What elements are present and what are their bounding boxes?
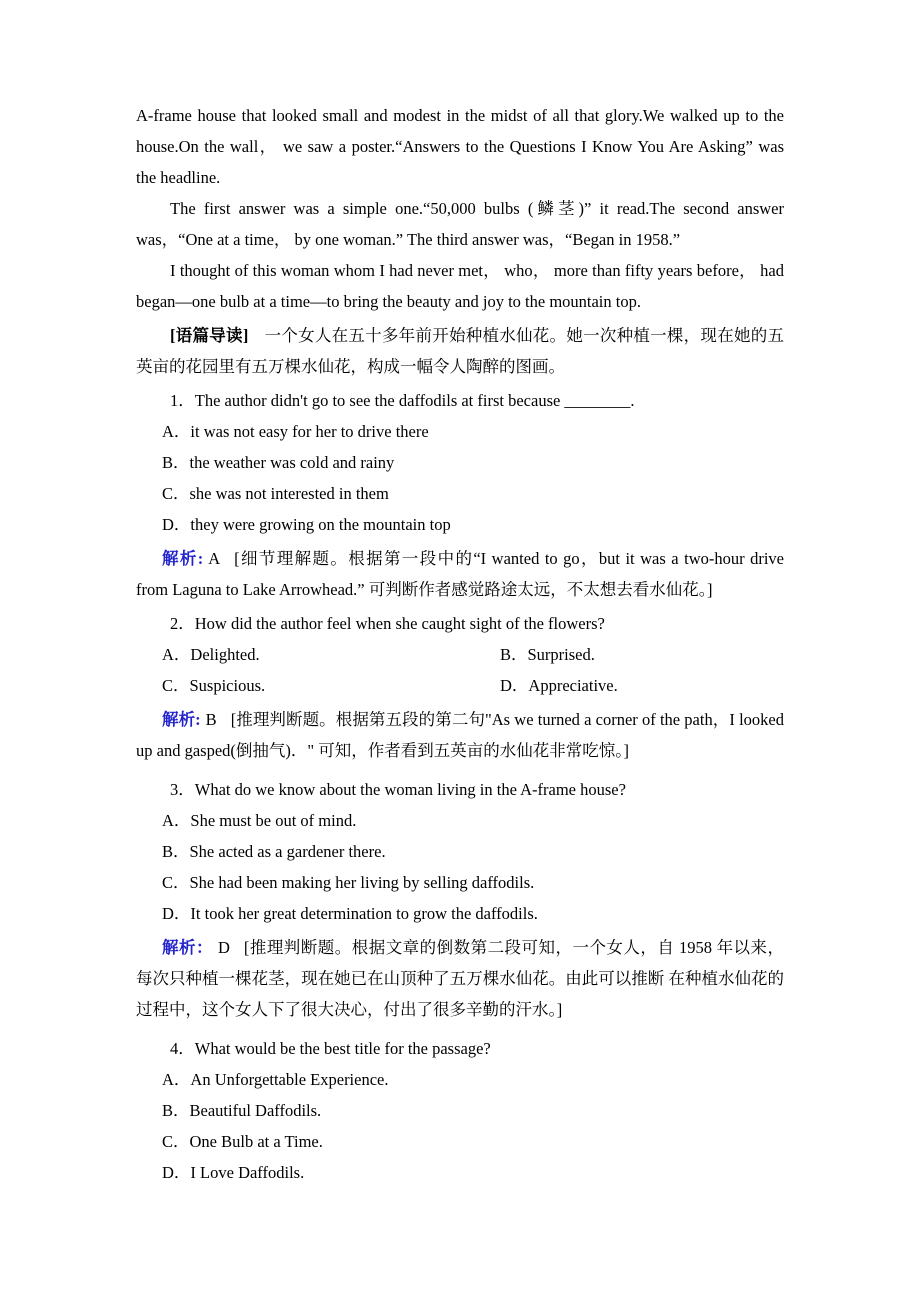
question-2-option-c: C．Suspicious. [162,676,266,695]
question-2-stem: 2．How did the author feel when she caught sight of the flowers? [170,614,605,633]
question-1-option-a: A．it was not easy for her to drive there [162,422,429,441]
question-2-option-d: D．Appreciative. [500,676,618,695]
question-3-option-b: B．She acted as a gardener there. [162,842,386,861]
analysis-text: [推理判断题。根据第五段的第二句"As we turned a corner of the path，I looked up and gasped(倒抽气)．" 可知，作者看到五英亩的水仙花非常吃惊。] [136,710,784,760]
question-3-option-a: A．She must be out of mind. [162,811,357,830]
answer-letter: A [208,549,221,568]
guide-text: 一个女人在五十多年前开始种植水仙花。她一次种植一棵，现在她的五英亩的花园里有五万棵水仙花，构成一幅令人陶醉的图画。 [136,326,784,376]
question-3-analysis [136,932,784,1025]
question-4-option-d: D．I Love Daffodils. [162,1163,305,1182]
question-1-option-b: B．the weather was cold and rainy [162,453,395,472]
analysis-text: [推理判断题。根据文章的倒数第二段可知，一个女人，自 1958 年以来，每次只种植一棵花茎，现在她已在山顶种了五万棵水仙花。由此可以推断 在种植水仙花的过程中，这个女人下了很大决心，付出了很多辛勤的汗水。] [136,938,785,1019]
question-2-option-a: A．Delighted. [162,645,260,664]
question-2-analysis [136,704,784,766]
answer-letter: D [217,938,230,957]
analysis-label: 解析: [162,549,204,568]
question-1-analysis [136,543,784,605]
question-2-options-row-1 [136,639,784,670]
guide-label: [语篇导读] [170,326,249,345]
question-2-option-b: B．Surprised. [500,645,595,664]
passage-paragraph-3: I thought of this woman whom I had never met， who， more than fifty years before， had began—one bulb at a time—to bring the beauty and joy to the mountain top. [136,261,784,311]
question-2-options-row-2 [136,670,784,701]
passage-paragraph-1: A-frame house that looked small and modest in the midst of all that glory.We walked up to the house.On the wall， we saw a poster.“Answers to the Questions I Know You Are Asking” was the headline. [136,106,784,187]
analysis-label: 解析： [162,938,213,957]
question-4-option-a: A．An Unforgettable Experience. [162,1070,389,1089]
answer-letter: B [205,710,217,729]
passage-paragraph-2: The first answer was a simple one.“50,000 bulbs (鳞茎)” it read.The second answer was，“One at a time， by one woman.” The third answer was，“Began in 1958.” [136,199,784,249]
question-3-option-c: C．She had been making her living by selling daffodils. [162,873,535,892]
analysis-text: [细节理解题。根据第一段中的“I wanted to go，but it was a two-hour drive from Laguna to Lake Arrowhead.” 可判断作者感觉路途太远，不太想去看水仙花。] [136,549,784,599]
question-3-option-d: D．It took her great determination to grow the daffodils. [162,904,538,923]
question-4-option-b: B．Beautiful Daffodils. [162,1101,322,1120]
question-1-option-d: D．they were growing on the mountain top [162,515,451,534]
question-4-option-c: C．One Bulb at a Time. [162,1132,323,1151]
question-3-stem: 3．What do we know about the woman living in the A-frame house? [170,780,626,799]
analysis-label: 解析: [162,710,201,729]
guide-paragraph [136,320,784,382]
question-4-stem: 4．What would be the best title for the passage? [170,1039,491,1058]
question-1-stem: 1．The author didn't go to see the daffodils at first because ________. [170,391,635,410]
question-1-option-c: C．she was not interested in them [162,484,389,503]
